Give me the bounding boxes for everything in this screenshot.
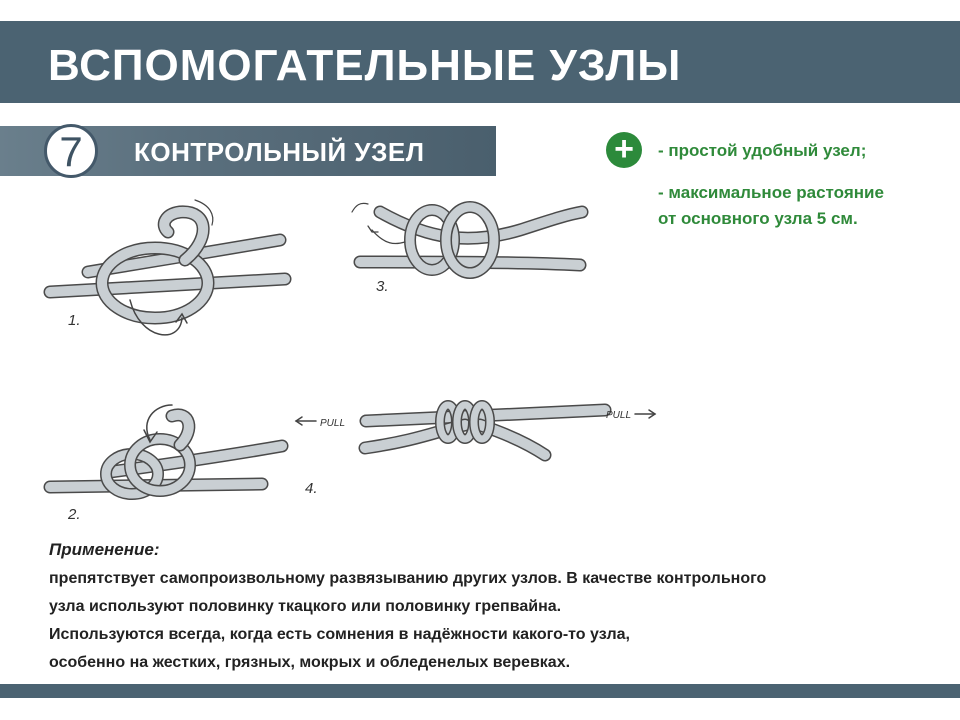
pull-right-label: PULL — [606, 410, 632, 421]
usage-heading: Применение: — [49, 540, 160, 559]
step-4-drawing — [296, 405, 655, 455]
usage-line-3: Используются всегда, когда есть сомнения в надёжности какого-то узла, — [49, 626, 630, 643]
step-1-drawing — [50, 200, 285, 335]
step-4-label: 4. — [305, 480, 318, 497]
step-1-label: 1. — [68, 312, 81, 329]
pull-left-label: PULL — [320, 418, 346, 429]
usage-line-4: особенно на жестких, грязных, мокрых и обледенелых веревках. — [49, 654, 571, 671]
footer-bar — [0, 684, 960, 698]
usage-line-2: узла используют половинку ткацкого или половинку грепвайна. — [49, 598, 562, 615]
step-3-drawing — [352, 203, 582, 273]
step-3-label: 3. — [376, 278, 389, 295]
page-title: ВСПОМОГАТЕЛЬНЫЕ УЗЛЫ — [48, 41, 682, 90]
section-number: 7 — [59, 128, 83, 175]
plus-icon: + — [606, 132, 642, 168]
section-title: КОНТРОЛЬНЫЙ УЗЕЛ — [134, 137, 425, 167]
advantage-item-1: - простой удобный узел; — [658, 141, 867, 160]
advantage-item-3: от основного узла 5 см. — [658, 209, 858, 228]
usage-line-1: препятствует самопроизвольному развязыванию других узлов. В качестве контрольного — [49, 570, 767, 587]
advantage-item-2: - максимальное растояние — [658, 183, 884, 202]
knot-illustration — [0, 180, 960, 530]
step-2-label: 2. — [68, 506, 81, 523]
step-2-drawing — [50, 405, 282, 494]
